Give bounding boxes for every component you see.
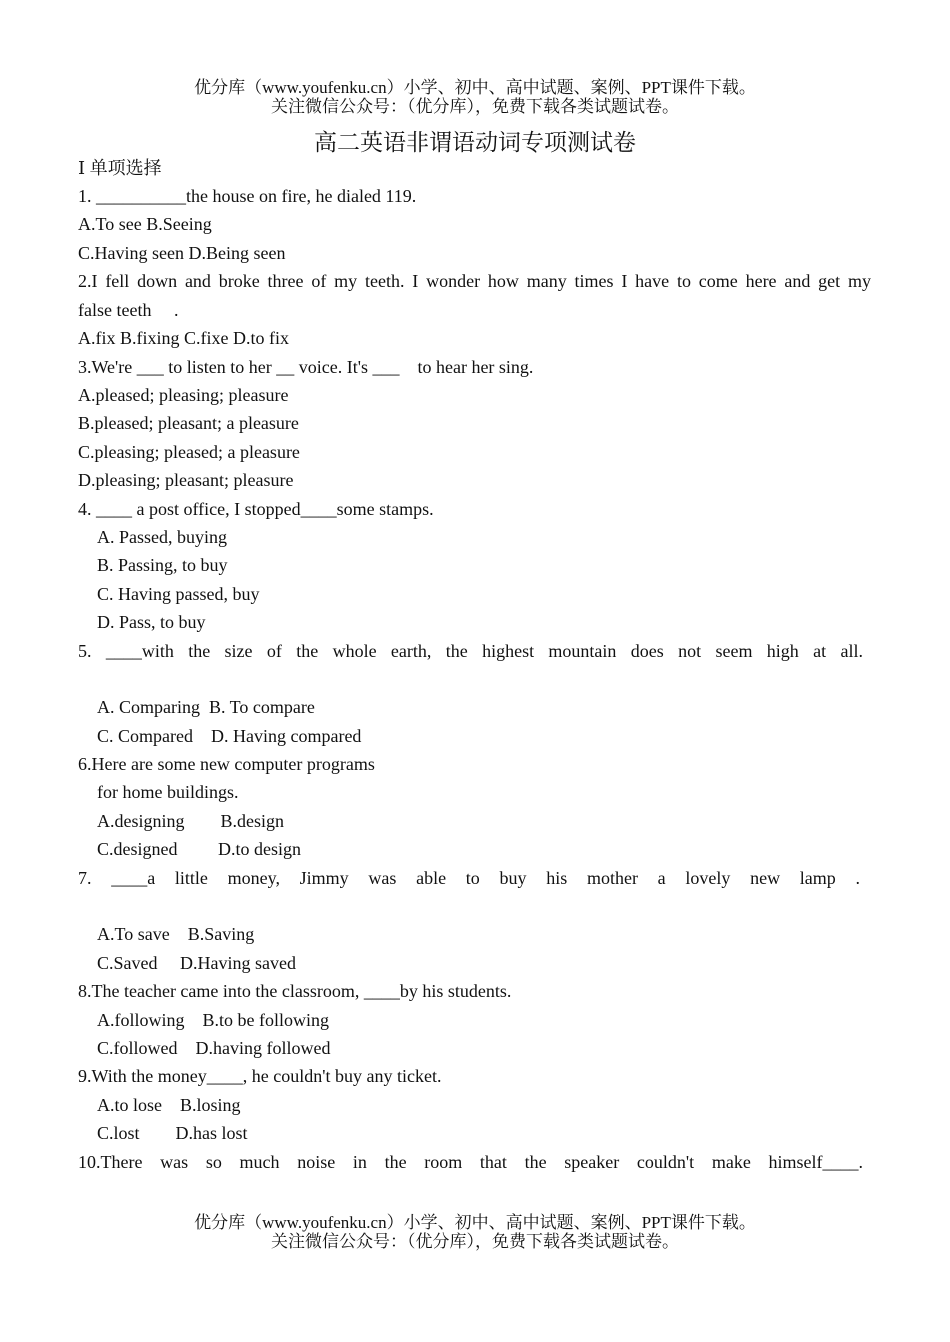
- question-2-continued: false teeth .: [78, 300, 179, 320]
- question-1-options-cd: C.Having seen D.Being seen: [78, 243, 286, 263]
- footer-line-2: 关注微信公众号：（优分库），免费下载各类试题试卷。: [271, 1232, 679, 1251]
- question-6: 6.Here are some new computer programs: [78, 754, 375, 774]
- question-2: 2.I fell down and broke three of my teeth. I wonder how many times I have to come here and get my: [78, 271, 871, 291]
- question-7-options-cd: C.Saved D.Having saved: [97, 953, 296, 973]
- footer-line-1: 优分库（www.youfenku.cn）小学、初中、高中试题、案例、PPT课件下载。: [194, 1213, 756, 1232]
- question-9-options-ab: A.to lose B.losing: [97, 1095, 241, 1115]
- question-6-options-ab: A.designing B.design: [97, 811, 284, 831]
- question-3-option-b: B.pleased; pleasant; a pleasure: [78, 413, 299, 433]
- header-line-1: 优分库（www.youfenku.cn）小学、初中、高中试题、案例、PPT课件下载。: [194, 78, 756, 97]
- question-8: 8.The teacher came into the classroom, ____by his students.: [78, 981, 512, 1001]
- header-line-2: 关注微信公众号：（优分库），免费下载各类试题试卷。: [271, 97, 679, 116]
- question-8-options-ab: A.following B.to be following: [97, 1010, 329, 1030]
- question-7: 7. ____a little money, Jimmy was able to buy his mother a lovely new lamp .: [78, 868, 860, 888]
- question-3-option-d: D.pleasing; pleasant; pleasure: [78, 470, 294, 490]
- question-4: 4. ____ a post office, I stopped____some stamps.: [78, 499, 434, 519]
- question-1-options-ab: A.To see B.Seeing: [78, 214, 212, 234]
- question-5: 5. ____with the size of the whole earth, the highest mountain does not seem high at all.: [78, 641, 863, 661]
- question-10: 10.There was so much noise in the room that the speaker couldn't make himself____.: [78, 1152, 863, 1172]
- question-9-options-cd: C.lost D.has lost: [97, 1123, 248, 1143]
- question-6-continued: for home buildings.: [97, 782, 239, 802]
- question-3: 3.We're ___ to listen to her __ voice. It's ___ to hear her sing.: [78, 357, 534, 377]
- question-9: 9.With the money____, he couldn't buy any ticket.: [78, 1066, 442, 1086]
- question-1: 1. __________the house on fire, he dialed 119.: [78, 186, 417, 206]
- question-4-option-a: A. Passed, buying: [97, 527, 227, 547]
- question-5-options-ab: A. Comparing B. To compare: [97, 697, 315, 717]
- question-8-options-cd: C.followed D.having followed: [97, 1038, 331, 1058]
- question-3-option-a: A.pleased; pleasing; pleasure: [78, 385, 289, 405]
- question-4-option-b: B. Passing, to buy: [97, 555, 228, 575]
- question-5-options-cd: C. Compared D. Having compared: [97, 726, 362, 746]
- question-2-options: A.fix B.fixing C.fixe D.to fix: [78, 328, 289, 348]
- question-6-options-cd: C.designed D.to design: [97, 839, 301, 859]
- question-4-option-c: C. Having passed, buy: [97, 584, 260, 604]
- page-title: 高二英语非谓语动词专项测试卷: [314, 130, 636, 155]
- question-4-option-d: D. Pass, to buy: [97, 612, 206, 632]
- section-heading: Ⅰ 单项选择: [78, 158, 162, 178]
- question-3-option-c: C.pleasing; pleased; a pleasure: [78, 442, 300, 462]
- question-7-options-ab: A.To save B.Saving: [97, 924, 255, 944]
